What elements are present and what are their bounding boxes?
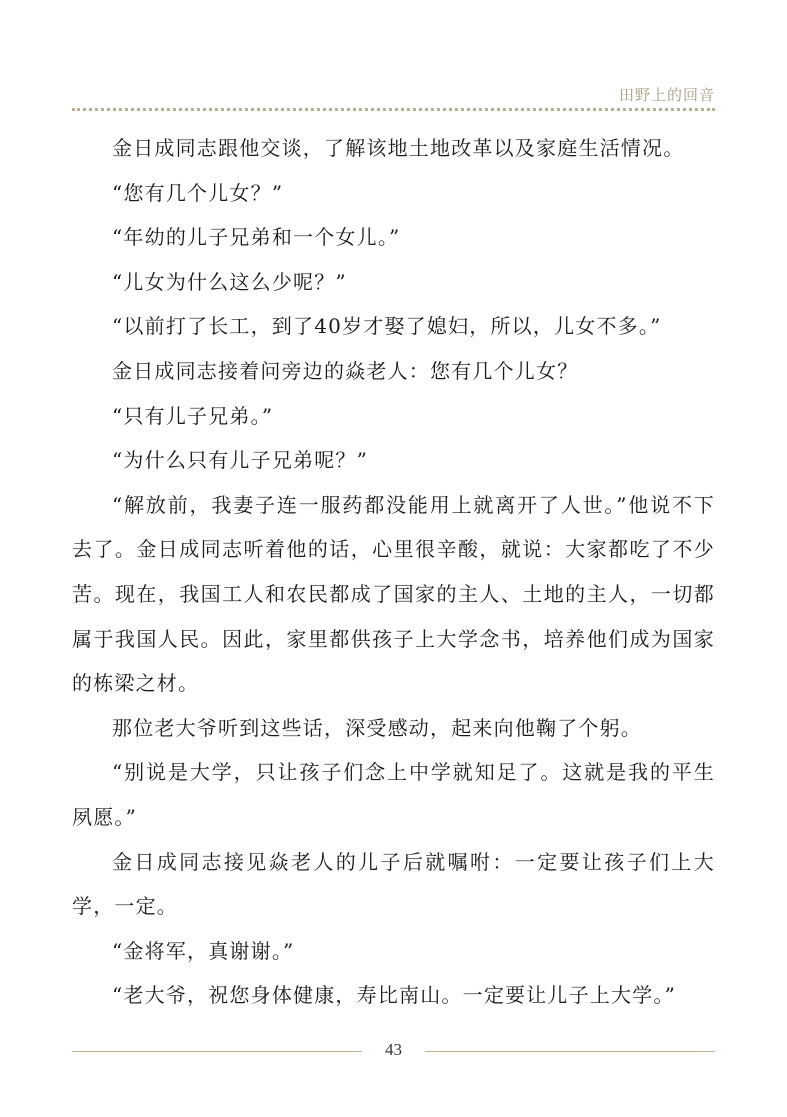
header-dotted-rule bbox=[72, 108, 715, 111]
paragraph: “年幼的儿子兄弟和一个女儿。” bbox=[112, 225, 401, 250]
paragraph: “只有儿子兄弟。” bbox=[112, 403, 274, 428]
paragraph: 那位老大爷听到这些话，深受感动，起来向他鞠了个躬。 bbox=[112, 715, 642, 740]
paragraph: “老大爷，祝您身体健康，寿比南山。一定要让儿子上大学。” bbox=[112, 983, 677, 1008]
paragraph: “金将军，真谢谢。” bbox=[112, 938, 295, 963]
paragraph: “为什么只有儿子兄弟呢？” bbox=[112, 448, 369, 473]
paragraph: “别说是大学，只让孩子们念上中学就知足了。这就是我的平生夙愿。” bbox=[72, 760, 715, 829]
paragraph: 金日成同志跟他交谈，了解该地土地改革以及家庭生活情况。 bbox=[112, 136, 685, 160]
paragraph: “解放前，我妻子连一服药都没能用上就离开了人世。”他说不下去了。金日成同志听着他的话，心里很辛酸，就说：大家都吃了不少苦。现在，我国工人和农民都成了国家的主人、土地的主人，一切都属于我国人民。因此，家里都供孩子上大学念书，培养他们成为国家的栋梁之材。 bbox=[72, 492, 715, 696]
page-number: 43 bbox=[385, 1040, 402, 1059]
footer-rule-right bbox=[425, 1051, 715, 1052]
running-head-title: 田野上的回音 bbox=[618, 86, 715, 104]
paragraph: “您有几个儿女？” bbox=[112, 180, 284, 205]
body-text bbox=[72, 126, 715, 1018]
paragraph: 金日成同志接见焱老人的儿子后就嘱咐：一定要让孩子们上大学，一定。 bbox=[72, 849, 715, 919]
paragraph: “儿女为什么这么少呢？” bbox=[112, 269, 347, 294]
paragraph: “以前打了长工，到了40岁才娶了媳妇，所以，儿女不多。” bbox=[112, 314, 662, 339]
paragraph: 金日成同志接着问旁边的焱老人：您有几个儿女？ bbox=[112, 358, 579, 383]
page-footer bbox=[72, 1040, 715, 1064]
